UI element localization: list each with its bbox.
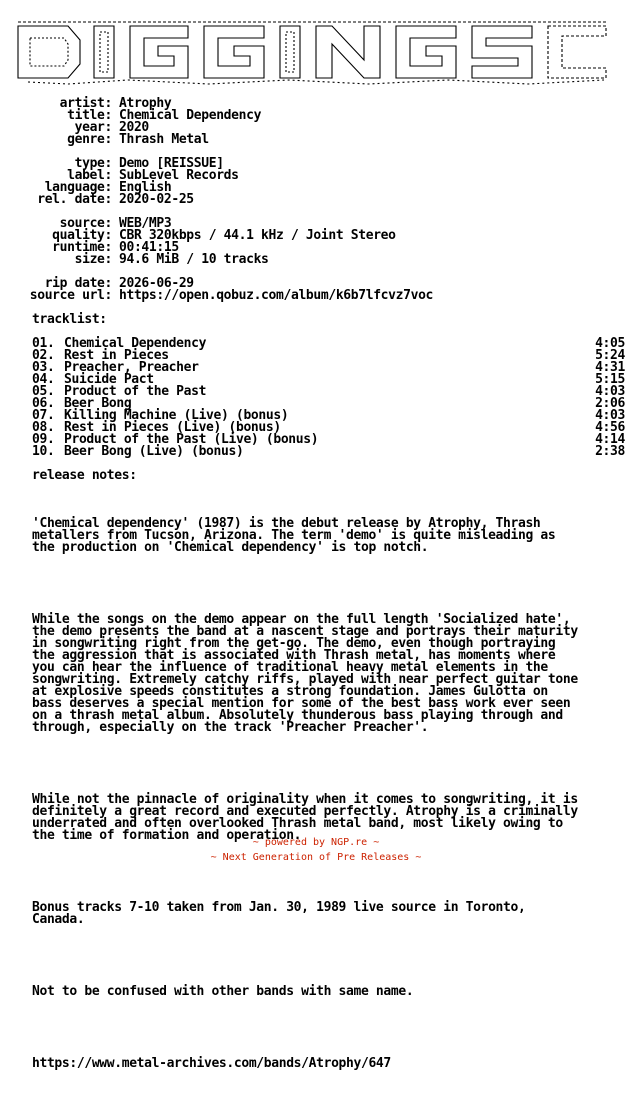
field-value: 2026-06-29: [119, 276, 194, 291]
field-label: type:: [74, 156, 112, 171]
track-length: 2:06: [595, 396, 625, 411]
footer-tagline: ~ Next Generation of Pre Releases ~: [210, 852, 422, 863]
track-number: 10.: [32, 444, 55, 459]
field-label: source:: [59, 216, 112, 231]
ascii-art-logo-icon: [8, 14, 618, 86]
field-label: label:: [67, 168, 112, 183]
field-value: Atrophy: [119, 96, 172, 111]
track-title: Preacher, Preacher: [64, 360, 199, 375]
field-value: English: [119, 180, 172, 195]
field-label: artist:: [59, 96, 112, 111]
track-title: Rest in Pieces: [64, 348, 169, 363]
field-label: genre:: [67, 132, 112, 147]
notes-paragraph: Bonus tracks 7-10 taken from Jan. 30, 1989 live source in Toronto, Canada.: [32, 900, 526, 927]
track-number: 03.: [32, 360, 55, 375]
ascii-logo: [8, 14, 628, 86]
metal-archives-link[interactable]: https://www.metal-archives.com/bands/Atrophy/647: [32, 1056, 391, 1071]
field-label: rel. date:: [37, 192, 112, 207]
track-length: 4:03: [595, 408, 625, 423]
track-length: 5:15: [595, 372, 625, 387]
release-info-block-3: [8, 218, 628, 266]
field-source-url: [8, 290, 628, 302]
field-value: 2020-02-25: [119, 192, 194, 207]
field-label: language:: [44, 180, 112, 195]
field-size: [8, 254, 628, 266]
release-notes-heading: release notes:: [32, 468, 137, 483]
field-value: 94.6 MiB / 10 tracks: [119, 252, 269, 267]
source-url-link[interactable]: https://open.qobuz.com/album/k6b7lfcvz7voc: [119, 288, 434, 303]
tracklist: [8, 338, 628, 458]
release-info-block-4: [8, 278, 628, 302]
field-label: rip date:: [44, 276, 112, 291]
track-row: [8, 446, 628, 458]
footer: [0, 835, 632, 865]
field-label: source url:: [29, 288, 112, 303]
track-length: 4:05: [595, 336, 625, 351]
track-title: Beer Bong: [64, 396, 132, 411]
track-number: 06.: [32, 396, 55, 411]
notes-paragraph: While not the pinnacle of originality when it comes to songwriting, it is definitely a great record and executed perfectly. Atrophy is a criminally underrated and often overlooked Thrash metal band, most likely owing to the time of formation and operation.: [32, 792, 578, 843]
track-number: 05.: [32, 384, 55, 399]
track-number: 01.: [32, 336, 55, 351]
field-label: quality:: [52, 228, 112, 243]
release-notes: [8, 494, 622, 1094]
notes-paragraph: While the songs on the demo appear on the full length 'Socialized hate', the demo presents the band at a nascent stage and portrays their maturity in songwriting right from the get-go. The demo, even though portraying the aggression that is associated with Thrash metal, has moments where you can hear the influence of traditional heavy metal elements in the songwriting. Extremely catchy riffs, played with near perfect guitar tone at explosive speeds constitutes a strong foundation. James Gulotta on bass deserves a special mention for some of the best bass work ever seen on a thrash metal album. Absolutely thunderous bass playing through and through, especially on the track 'Preacher Preacher'.: [32, 612, 578, 735]
tracklist-heading: tracklist:: [32, 312, 107, 327]
field-genre: [8, 134, 628, 146]
field-value: SubLevel Records: [119, 168, 239, 183]
track-number: 09.: [32, 432, 55, 447]
track-title: Rest in Pieces (Live) (bonus): [64, 420, 281, 435]
field-value: Demo [REISSUE]: [119, 156, 224, 171]
notes-paragraph: Not to be confused with other bands with same name.: [32, 984, 414, 999]
track-length: 4:14: [595, 432, 625, 447]
field-label: runtime:: [52, 240, 112, 255]
track-title: Product of the Past (Live) (bonus): [64, 432, 319, 447]
track-title: Suicide Pact: [64, 372, 154, 387]
field-value: 2020: [119, 120, 149, 135]
track-length: 2:38: [595, 444, 625, 459]
track-title: Product of the Past: [64, 384, 207, 399]
nfo-document: [8, 14, 628, 1094]
track-title: Chemical Dependency: [64, 336, 207, 351]
track-length: 4:56: [595, 420, 625, 435]
notes-paragraph: 'Chemical dependency' (1987) is the debut release by Atrophy, Thrash metallers from Tucson, Arizona. The term 'demo' is quite misleading as the production on 'Chemical dependency' is top notch.: [32, 516, 556, 555]
field-value: 00:41:15: [119, 240, 179, 255]
track-number: 08.: [32, 420, 55, 435]
field-rel-date: [8, 194, 628, 206]
field-value: Thrash Metal: [119, 132, 209, 147]
track-length: 4:31: [595, 360, 625, 375]
release-info-block-1: [8, 98, 628, 146]
footer-powered-by[interactable]: ~ powered by NGP.re ~: [252, 837, 380, 848]
field-label: year:: [74, 120, 112, 135]
track-number: 02.: [32, 348, 55, 363]
field-label: size:: [74, 252, 112, 267]
field-value: WEB/MP3: [119, 216, 172, 231]
track-number: 04.: [32, 372, 55, 387]
track-length: 4:03: [595, 384, 625, 399]
track-title: Killing Machine (Live) (bonus): [64, 408, 289, 423]
release-info-block-2: [8, 158, 628, 206]
field-value: CBR 320kbps / 44.1 kHz / Joint Stereo: [119, 228, 396, 243]
track-title: Beer Bong (Live) (bonus): [64, 444, 244, 459]
field-label: title:: [67, 108, 112, 123]
field-value: Chemical Dependency: [119, 108, 262, 123]
track-number: 07.: [32, 408, 55, 423]
track-length: 5:24: [595, 348, 625, 363]
